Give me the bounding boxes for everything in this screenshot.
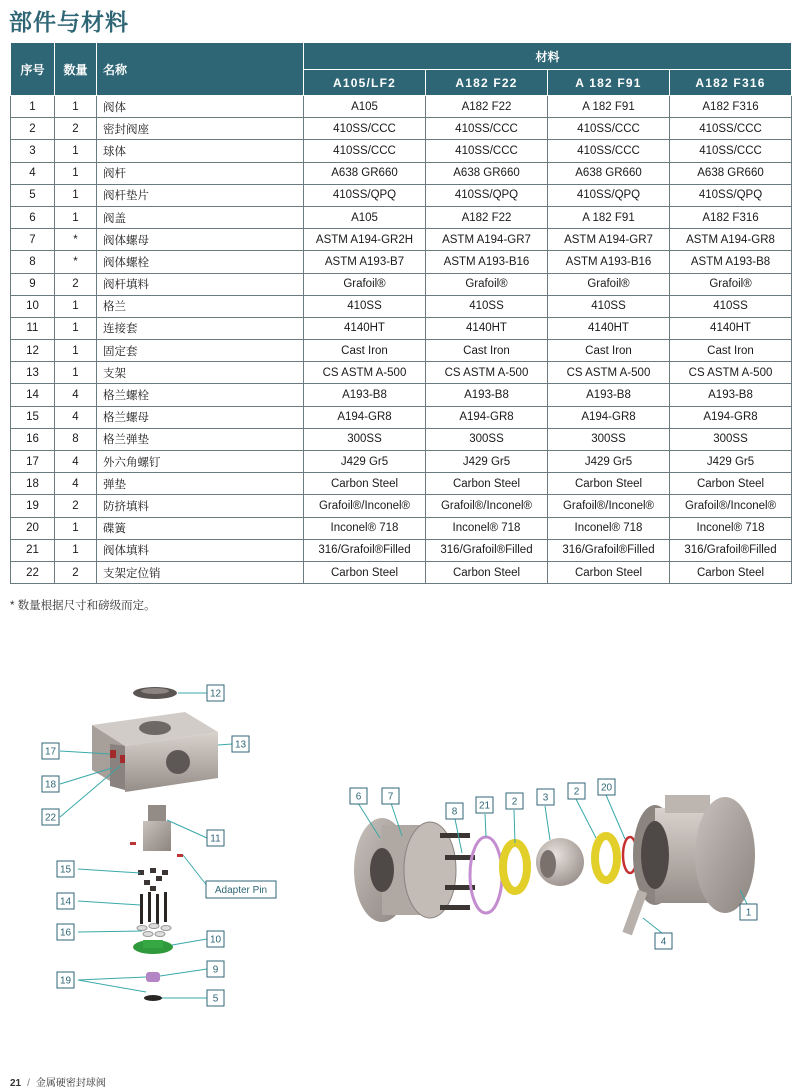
cell-material: 410SS/QPQ xyxy=(304,184,426,206)
cell-material: 410SS/CCC xyxy=(548,140,670,162)
table-row xyxy=(11,251,792,273)
cell-material: Grafoil®/Inconel® xyxy=(426,495,548,517)
callout-label: 20 xyxy=(600,782,613,794)
cell-material: CS ASTM A-500 xyxy=(304,362,426,384)
col-header-no: 序号 xyxy=(11,43,55,96)
table-row xyxy=(11,96,792,118)
cell-no: 8 xyxy=(11,251,55,273)
table-row xyxy=(11,273,792,295)
cell-material: Grafoil® xyxy=(304,273,426,295)
callout-label: 21 xyxy=(478,800,491,812)
cell-material: 410SS/QPQ xyxy=(548,184,670,206)
cell-name: 阀杆 xyxy=(97,162,304,184)
cell-material: Grafoil®/Inconel® xyxy=(670,495,792,517)
cell-material: A194-GR8 xyxy=(670,406,792,428)
table-row xyxy=(11,495,792,517)
cell-qty: 4 xyxy=(55,406,97,428)
callout-label: 9 xyxy=(212,964,219,976)
callout-label: 17 xyxy=(44,746,57,758)
cell-qty: 1 xyxy=(55,317,97,339)
cell-material: 300SS xyxy=(548,428,670,450)
cell-qty: 2 xyxy=(55,561,97,583)
cell-qty: 8 xyxy=(55,428,97,450)
cell-no: 7 xyxy=(11,229,55,251)
cell-material: A182 F22 xyxy=(426,206,548,228)
callout-label: 7 xyxy=(387,791,394,803)
col-header-material: 材料 xyxy=(304,43,792,70)
part-9-shape xyxy=(146,972,160,982)
part-15-nuts xyxy=(138,868,168,891)
callout-label: 11 xyxy=(210,833,221,845)
table-row xyxy=(11,406,792,428)
callout-label: 13 xyxy=(234,739,247,751)
cell-name: 支架 xyxy=(97,362,304,384)
cell-name: 碟簧 xyxy=(97,517,304,539)
cell-material: 410SS/CCC xyxy=(426,140,548,162)
cell-name: 密封阀座 xyxy=(97,118,304,140)
cell-qty: 4 xyxy=(55,473,97,495)
cell-name: 连接套 xyxy=(97,317,304,339)
cell-material: 410SS xyxy=(426,295,548,317)
cell-material: Carbon Steel xyxy=(426,473,548,495)
cell-material: A638 GR660 xyxy=(670,162,792,184)
cell-material: 4140HT xyxy=(304,317,426,339)
cell-material: A193-B8 xyxy=(304,384,426,406)
part-2-shape-b xyxy=(595,836,617,880)
cell-material: 316/Grafoil®Filled xyxy=(670,539,792,561)
cell-material: CS ASTM A-500 xyxy=(426,362,548,384)
cell-no: 3 xyxy=(11,140,55,162)
cell-material: Grafoil® xyxy=(670,273,792,295)
cell-material: J429 Gr5 xyxy=(548,451,670,473)
cell-name: 阀杆垫片 xyxy=(97,184,304,206)
cell-material: 410SS xyxy=(670,295,792,317)
cell-name: 格兰螺母 xyxy=(97,406,304,428)
cell-qty: 1 xyxy=(55,184,97,206)
cell-qty: * xyxy=(55,229,97,251)
cell-material: A182 F22 xyxy=(426,96,548,118)
cell-material: Grafoil® xyxy=(548,273,670,295)
cell-qty: 2 xyxy=(55,118,97,140)
cell-no: 17 xyxy=(11,451,55,473)
cell-material: 410SS/CCC xyxy=(304,140,426,162)
table-row xyxy=(11,206,792,228)
col-header-grade: A 182 F91 xyxy=(548,70,670,96)
cell-material: 410SS/CCC xyxy=(670,118,792,140)
cell-name: 阀体螺母 xyxy=(97,229,304,251)
footer-title: 金属硬密封球阀 xyxy=(35,1078,106,1089)
cell-name: 球体 xyxy=(97,140,304,162)
page-number: 21 xyxy=(10,1078,22,1089)
cell-material: 4140HT xyxy=(670,317,792,339)
table-row xyxy=(11,384,792,406)
cell-qty: 2 xyxy=(55,273,97,295)
cell-material: ASTM A194-GR7 xyxy=(426,229,548,251)
callout-label: 22 xyxy=(44,812,57,824)
cell-material: Inconel® 718 xyxy=(304,517,426,539)
cell-name: 固定套 xyxy=(97,340,304,362)
cell-no: 12 xyxy=(11,340,55,362)
cell-name: 阀杆填料 xyxy=(97,273,304,295)
cell-no: 9 xyxy=(11,273,55,295)
callout-label: 18 xyxy=(44,779,57,791)
table-row xyxy=(11,362,792,384)
cell-material: 410SS/CCC xyxy=(670,140,792,162)
cell-qty: 1 xyxy=(55,96,97,118)
cell-no: 10 xyxy=(11,295,55,317)
table-body xyxy=(11,96,792,584)
callout-label: 6 xyxy=(355,791,362,803)
part-4-shape xyxy=(622,890,647,936)
footnote: * 数量根据尺寸和磅级而定。 xyxy=(10,600,156,612)
cell-qty: 1 xyxy=(55,340,97,362)
cell-no: 6 xyxy=(11,206,55,228)
cell-material: 410SS/CCC xyxy=(548,118,670,140)
cell-material: 4140HT xyxy=(548,317,670,339)
table-row xyxy=(11,561,792,583)
cell-material: 410SS xyxy=(548,295,670,317)
cell-qty: 1 xyxy=(55,362,97,384)
cell-material: A105 xyxy=(304,206,426,228)
part-2-shape xyxy=(503,843,527,891)
cell-material: ASTM A193-B8 xyxy=(670,251,792,273)
cell-no: 4 xyxy=(11,162,55,184)
callout-label: 15 xyxy=(59,864,72,876)
callout-label: 3 xyxy=(542,792,549,804)
cell-name: 格兰弹垫 xyxy=(97,428,304,450)
callout-label: 16 xyxy=(59,927,72,939)
table-row xyxy=(11,539,792,561)
callout-label: 14 xyxy=(59,896,72,908)
table-row xyxy=(11,229,792,251)
cell-material: Carbon Steel xyxy=(670,561,792,583)
cell-material: 300SS xyxy=(304,428,426,450)
cell-material: A 182 F91 xyxy=(548,206,670,228)
cell-material: 300SS xyxy=(426,428,548,450)
cell-material: 410SS xyxy=(304,295,426,317)
cell-material: 410SS/CCC xyxy=(304,118,426,140)
cell-qty: 4 xyxy=(55,451,97,473)
cell-name: 阀体填料 xyxy=(97,539,304,561)
cell-material: Grafoil®/Inconel® xyxy=(304,495,426,517)
cell-material: A638 GR660 xyxy=(304,162,426,184)
cell-material: A 182 F91 xyxy=(548,96,670,118)
cell-material: CS ASTM A-500 xyxy=(670,362,792,384)
cell-qty: 4 xyxy=(55,384,97,406)
cell-material: 300SS xyxy=(670,428,792,450)
cell-qty: 1 xyxy=(55,539,97,561)
part-11-shape xyxy=(148,805,166,821)
part-21-shape xyxy=(470,837,502,913)
cell-no: 19 xyxy=(11,495,55,517)
cell-qty: 2 xyxy=(55,495,97,517)
cell-no: 16 xyxy=(11,428,55,450)
table-row xyxy=(11,118,792,140)
cell-qty: * xyxy=(55,251,97,273)
callout-label: 2 xyxy=(573,786,580,798)
col-header-grade: A105/LF2 xyxy=(304,70,426,96)
cell-name: 阀盖 xyxy=(97,206,304,228)
cell-material: A182 F316 xyxy=(670,96,792,118)
callout-label: 8 xyxy=(451,806,458,818)
cell-material: J429 Gr5 xyxy=(304,451,426,473)
cell-material: ASTM A193-B16 xyxy=(548,251,670,273)
cell-qty: 1 xyxy=(55,140,97,162)
cell-material: Cast Iron xyxy=(304,340,426,362)
cell-name: 阀体螺栓 xyxy=(97,251,304,273)
table-row xyxy=(11,317,792,339)
cell-material: 316/Grafoil®Filled xyxy=(304,539,426,561)
col-header-grade: A182 F316 xyxy=(670,70,792,96)
cell-no: 5 xyxy=(11,184,55,206)
cell-no: 15 xyxy=(11,406,55,428)
cell-no: 2 xyxy=(11,118,55,140)
cell-material: 4140HT xyxy=(426,317,548,339)
table-row xyxy=(11,184,792,206)
cell-material: ASTM A193-B16 xyxy=(426,251,548,273)
bracket-assembly xyxy=(92,687,218,1001)
cell-material: ASTM A193-B7 xyxy=(304,251,426,273)
callout-label: 19 xyxy=(59,975,72,987)
callout-label: 5 xyxy=(212,993,219,1005)
cell-no: 14 xyxy=(11,384,55,406)
cell-material: Cast Iron xyxy=(426,340,548,362)
col-header-grade: A182 F22 xyxy=(426,70,548,96)
cell-material: J429 Gr5 xyxy=(670,451,792,473)
cell-material: A194-GR8 xyxy=(548,406,670,428)
col-header-qty: 数量 xyxy=(55,43,97,96)
cell-material: ASTM A194-GR2H xyxy=(304,229,426,251)
table-row xyxy=(11,428,792,450)
cell-material: A182 F316 xyxy=(670,206,792,228)
cell-material: A193-B8 xyxy=(670,384,792,406)
part-5-shape xyxy=(144,995,162,1001)
cell-qty: 1 xyxy=(55,517,97,539)
callout-label: 10 xyxy=(209,934,222,946)
table-row xyxy=(11,451,792,473)
cell-no: 1 xyxy=(11,96,55,118)
cell-material: Grafoil® xyxy=(426,273,548,295)
table-row xyxy=(11,140,792,162)
cell-material: Cast Iron xyxy=(670,340,792,362)
page-title: 部件与材料 xyxy=(9,10,129,36)
cell-material: 410SS/CCC xyxy=(426,118,548,140)
cell-material: A193-B8 xyxy=(426,384,548,406)
cell-material: Carbon Steel xyxy=(304,561,426,583)
cell-material: ASTM A194-GR7 xyxy=(548,229,670,251)
cell-material: Carbon Steel xyxy=(548,473,670,495)
cell-material: 410SS/QPQ xyxy=(670,184,792,206)
cell-qty: 1 xyxy=(55,295,97,317)
callout-label: 4 xyxy=(660,936,667,948)
cell-no: 21 xyxy=(11,539,55,561)
table-row xyxy=(11,295,792,317)
cell-no: 22 xyxy=(11,561,55,583)
cell-name: 防挤填料 xyxy=(97,495,304,517)
cell-material: Carbon Steel xyxy=(548,561,670,583)
valve-exploded xyxy=(354,792,755,935)
parts-materials-table xyxy=(10,42,792,584)
cell-no: 20 xyxy=(11,517,55,539)
cell-material: Cast Iron xyxy=(548,340,670,362)
cell-material: A194-GR8 xyxy=(426,406,548,428)
table-row xyxy=(11,473,792,495)
cell-material: CS ASTM A-500 xyxy=(548,362,670,384)
adapter-pin-label: Adapter Pin xyxy=(214,885,268,896)
cell-material: Inconel® 718 xyxy=(548,517,670,539)
cell-qty: 1 xyxy=(55,162,97,184)
cell-name: 格兰螺栓 xyxy=(97,384,304,406)
cell-no: 11 xyxy=(11,317,55,339)
cell-no: 18 xyxy=(11,473,55,495)
part-14-bolts xyxy=(140,892,167,924)
table-row xyxy=(11,340,792,362)
callout-label: 1 xyxy=(745,907,752,919)
cell-material: 316/Grafoil®Filled xyxy=(426,539,548,561)
cell-no: 13 xyxy=(11,362,55,384)
table-row xyxy=(11,162,792,184)
cell-name: 支架定位销 xyxy=(97,561,304,583)
cell-name: 弹垫 xyxy=(97,473,304,495)
callout-label: 12 xyxy=(209,688,222,700)
cell-name: 阀体 xyxy=(97,96,304,118)
footer xyxy=(10,1074,106,1089)
part-16-washers xyxy=(137,924,171,937)
cell-material: 316/Grafoil®Filled xyxy=(548,539,670,561)
cell-material: 410SS/QPQ xyxy=(426,184,548,206)
col-header-name: 名称 xyxy=(97,43,304,96)
cell-material: A638 GR660 xyxy=(426,162,548,184)
cell-name: 格兰 xyxy=(97,295,304,317)
cell-material: ASTM A194-GR8 xyxy=(670,229,792,251)
footer-separator: / xyxy=(27,1078,30,1089)
cell-material: Inconel® 718 xyxy=(426,517,548,539)
cell-material: Carbon Steel xyxy=(670,473,792,495)
cell-material: A105 xyxy=(304,96,426,118)
cell-material: Inconel® 718 xyxy=(670,517,792,539)
table-row xyxy=(11,517,792,539)
cell-material: Carbon Steel xyxy=(426,561,548,583)
callout-label: 2 xyxy=(511,796,518,808)
cell-material: J429 Gr5 xyxy=(426,451,548,473)
cell-name: 外六角螺钉 xyxy=(97,451,304,473)
cell-material: Carbon Steel xyxy=(304,473,426,495)
cell-material: A194-GR8 xyxy=(304,406,426,428)
cell-material: Grafoil®/Inconel® xyxy=(548,495,670,517)
cell-qty: 1 xyxy=(55,206,97,228)
exploded-view-figure xyxy=(0,640,800,1040)
cell-material: A193-B8 xyxy=(548,384,670,406)
cell-material: A638 GR660 xyxy=(548,162,670,184)
